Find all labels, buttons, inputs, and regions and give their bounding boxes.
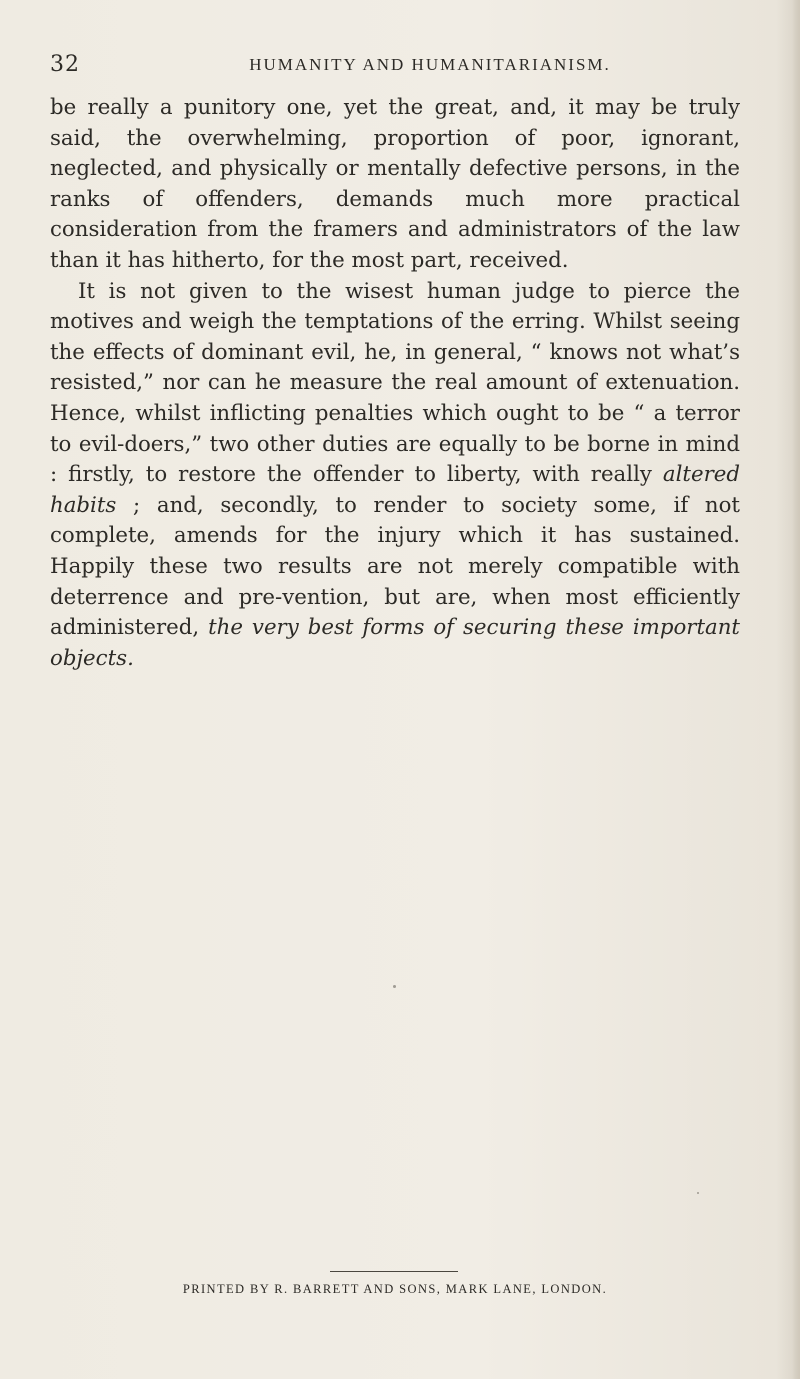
paragraph-2-italic-phrase-2: the very best forms of securing these important objects. (50, 615, 740, 671)
paragraph-2 (50, 277, 740, 675)
body-text (50, 93, 740, 674)
running-head: HUMANITY AND HUMANITARIANISM. (249, 55, 611, 74)
paragraph-2-text-a: It is not given to the wisest human judge to pierce the motives and weigh the temptations of the erring. Whilst seeing the effects of dominant evil, he, in general, “ knows not what’s resisted,” nor can he measure the real amount of extenuation. Hence, whilst inflicting penalties which ought to be “ a terror to evil-doers,” two other duties are equally to be borne in mind : firstly, to restore the offender to liberty, with really (50, 278, 740, 488)
imprint-rule (330, 1271, 458, 1272)
paper-speck (393, 985, 396, 988)
page-header (50, 52, 730, 82)
paragraph-2-italic-phrase-1: altered habits (50, 462, 740, 518)
page-number: 32 (50, 52, 80, 77)
page-edge-shadow (792, 0, 800, 1379)
paragraph-2-text-b: ; and, secondly, to render to society some, if not complete, amends for the injury which it has sustained. Happily these two results are not merely compatible with deterrence and pre-vention, but are, when most efficiently administered, (50, 492, 740, 641)
printer-imprint: PRINTED BY R. BARRETT AND SONS, MARK LANE, LONDON. (182, 1282, 608, 1296)
paper-speck (697, 1192, 699, 1194)
paragraph-1: be really a punitory one, yet the great, and, it may be truly said, the overwhelming, proportion of poor, ignorant, neglected, and physically or mentally defective persons, in the ranks of offenders, demands much more practical consideration from the framers and administrators of the law than it has hitherto, for the most part, received. (50, 95, 740, 273)
